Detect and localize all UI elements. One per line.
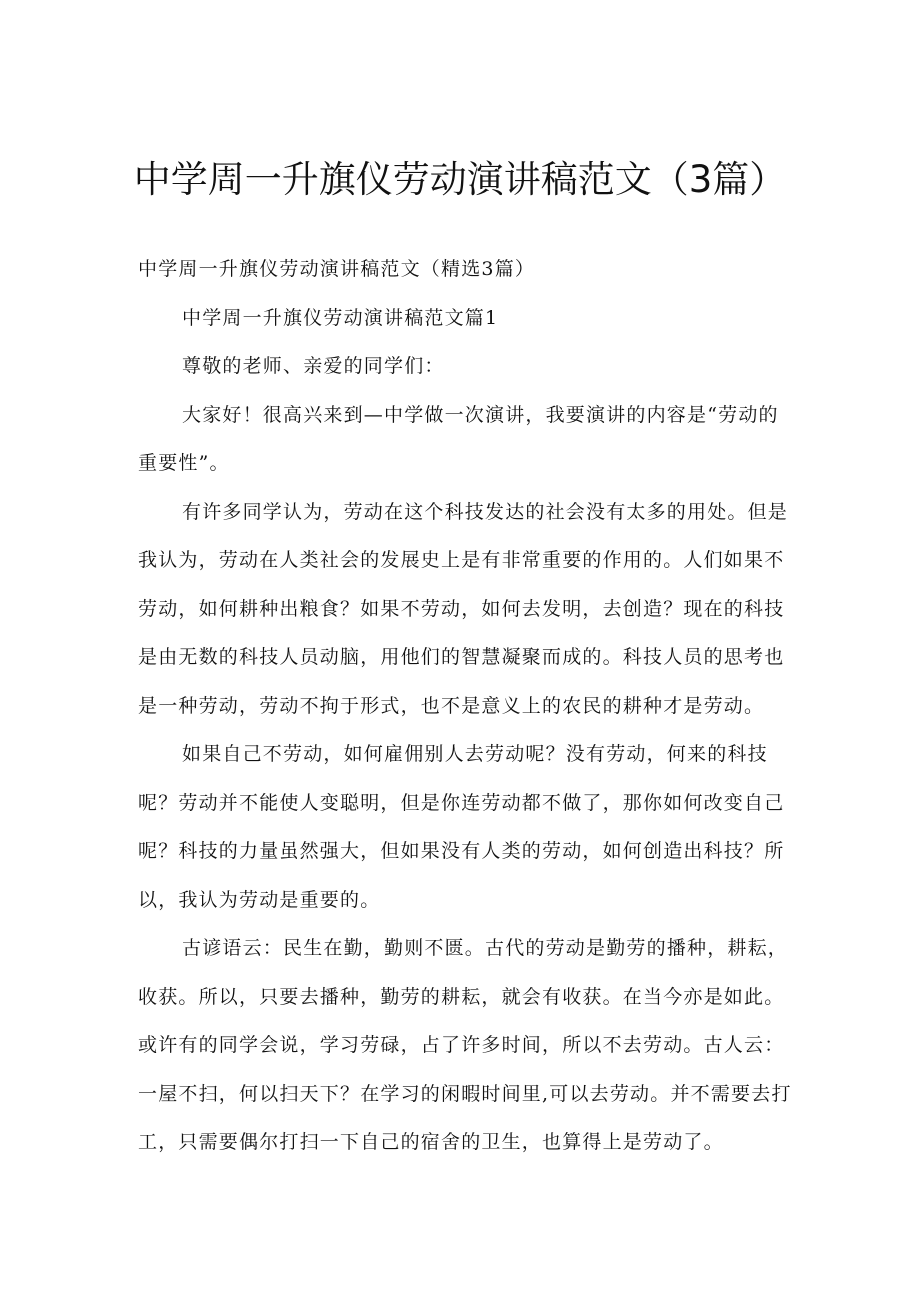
paragraph-line: 如果自己不劳动，如何雇佣别人去劳动呢？没有劳动，何来的科技: [182, 743, 768, 765]
paragraph-2: [138, 488, 789, 731]
paragraph-line: 或许有的同学会说，学习劳碌，占了许多时间，所以不去劳动。古人云：: [138, 1034, 785, 1056]
paragraph-line: 古谚语云：民生在勤，勤则不匮。古代的劳动是勤劳的播种，耕耘，: [182, 937, 789, 959]
paragraph-line: 是一种劳动，劳动不拘于形式，也不是意义上的农民的耕种才是劳动。: [138, 694, 765, 717]
document-subtitle: 中学周一升旗仪劳动演讲稿范文（精选3篇）: [138, 258, 536, 280]
paragraph-line: 我认为，劳动在人类社会的发展史上是有非常重要的作用的。人们如果不: [138, 549, 785, 571]
document-body: [138, 245, 792, 1167]
paragraph-1: [138, 391, 786, 488]
paragraph-line: 劳动，如何耕种出粮食？如果不劳动，如何去发明，去创造？现在的科技: [138, 597, 785, 620]
paragraph-3: [138, 730, 786, 924]
paragraph-line: 大家好！很高兴来到—中学做一次演讲，我要演讲的内容是“劳动的: [182, 403, 779, 426]
greeting: 尊敬的老师、亲爱的同学们：: [182, 355, 445, 377]
paragraph-4: [138, 924, 792, 1167]
section-heading: 中学周一升旗仪劳动演讲稿范文篇1: [182, 306, 499, 329]
paragraph-line: 呢？科技的力量虽然强大，但如果没有人类的劳动，如何创造出科技？所: [138, 840, 785, 862]
paragraph-line: 有许多同学认为，劳动在这个科技发达的社会没有太多的用处。但是: [182, 500, 789, 523]
paragraph-line: 收获。所以，只要去播种，勤劳的耕耘，就会有收获。在当今亦是如此。: [138, 985, 785, 1008]
paragraph-line: 工，只需要偶尔打扫一下自己的宿舍的卫生，也算得上是劳动了。: [138, 1131, 724, 1153]
paragraph-line: 重要性”。: [138, 452, 230, 474]
document-title: 中学周一升旗仪劳动演讲稿范文（3篇）: [133, 158, 787, 201]
paragraph-line: 一屋不扫，何以扫天下？在学习的闲暇时间里,可以去劳动。并不需要去打: [138, 1082, 792, 1105]
paragraph-line: 是由无数的科技人员动脑，用他们的智慧凝聚而成的。科技人员的思考也: [138, 646, 785, 668]
paragraph-line: 以，我认为劳动是重要的。: [138, 888, 381, 911]
paragraph-line: 呢？劳动并不能使人变聪明，但是你连劳动都不做了，那你如何改变自己: [138, 791, 785, 814]
